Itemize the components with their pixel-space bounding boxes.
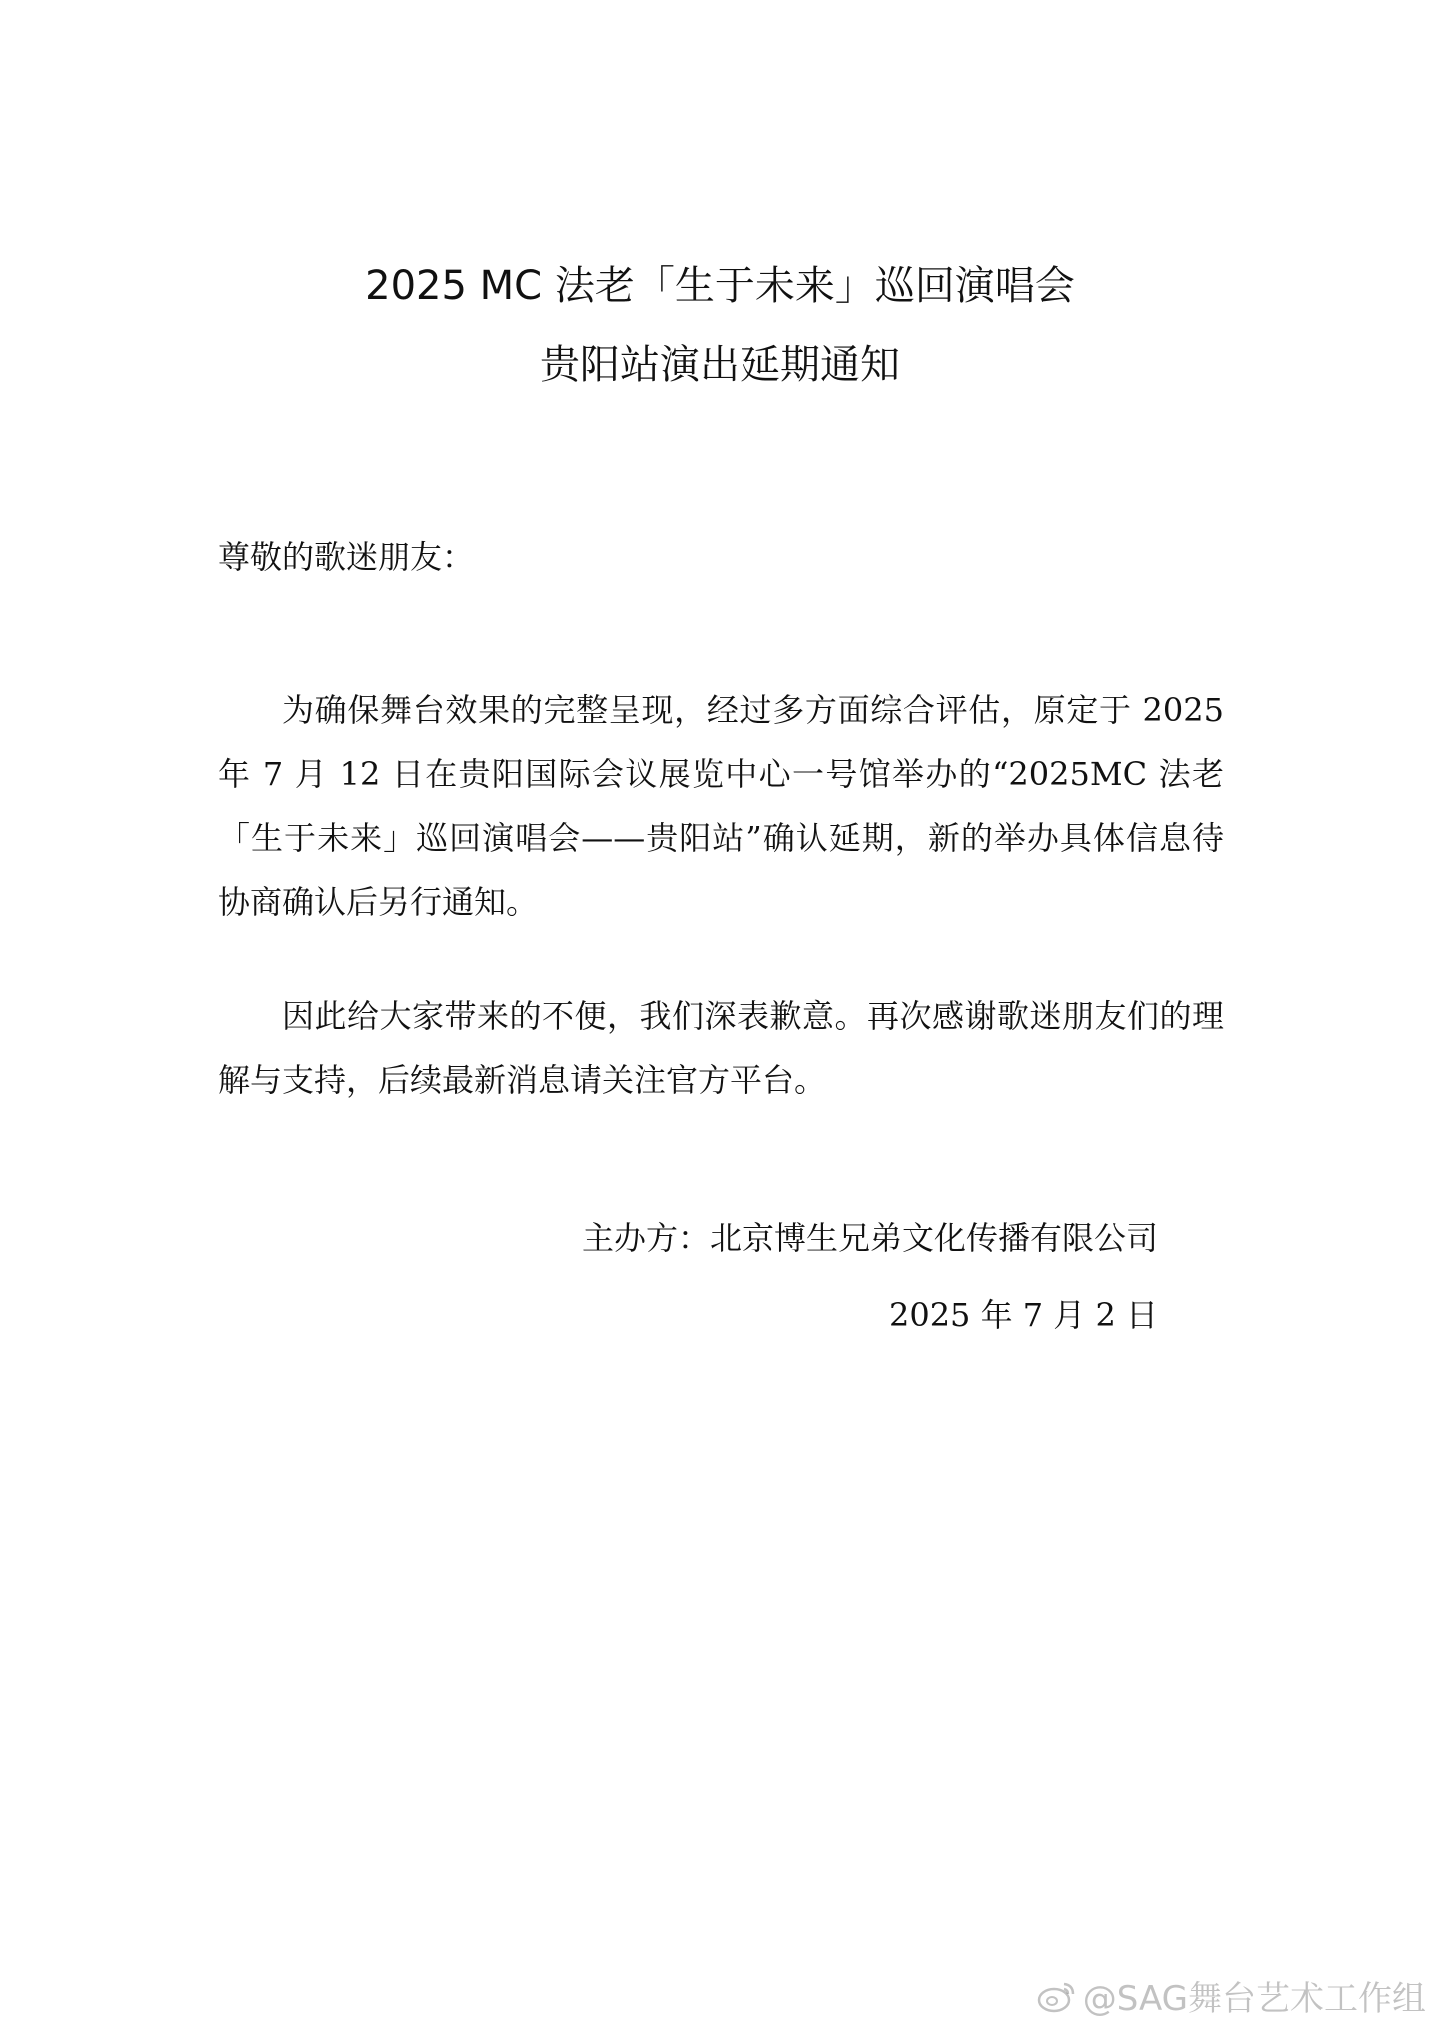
salutation: 尊敬的歌迷朋友： [218,538,475,576]
notice-title-line-2: 贵阳站演出延期通知 [540,342,900,388]
signature-date: 2025 年 7 月 2 日 [888,1296,1158,1334]
organizer-signature: 主办方：北京博生兄弟文化传播有限公司 [581,1219,1158,1257]
notice-title-line-1: 2025 MC 法老「生于未来」巡回演唱会 [365,263,1075,309]
weibo-watermark [1037,1971,1426,2020]
weibo-icon [1037,1979,1077,2013]
body-paragraph-2: 因此给大家带来的不便，我们深表歉意。再次感谢歌迷朋友们的理解与支持，后续最新消息请关注官方平台。 [218,997,1224,1099]
watermark-text: @SAG舞台艺术工作组 [1082,1979,1426,2019]
body-paragraph-1: 为确保舞台效果的完整呈现，经过多方面综合评估，原定于 2025 年 7 月 12 日在贵阳国际会议展览中心一号馆举办的“2025MC 法老「生于未来」巡回演唱会——贵阳站”确认延期，新的举办具体信息待协商确认后另行通知。 [218,691,1224,921]
